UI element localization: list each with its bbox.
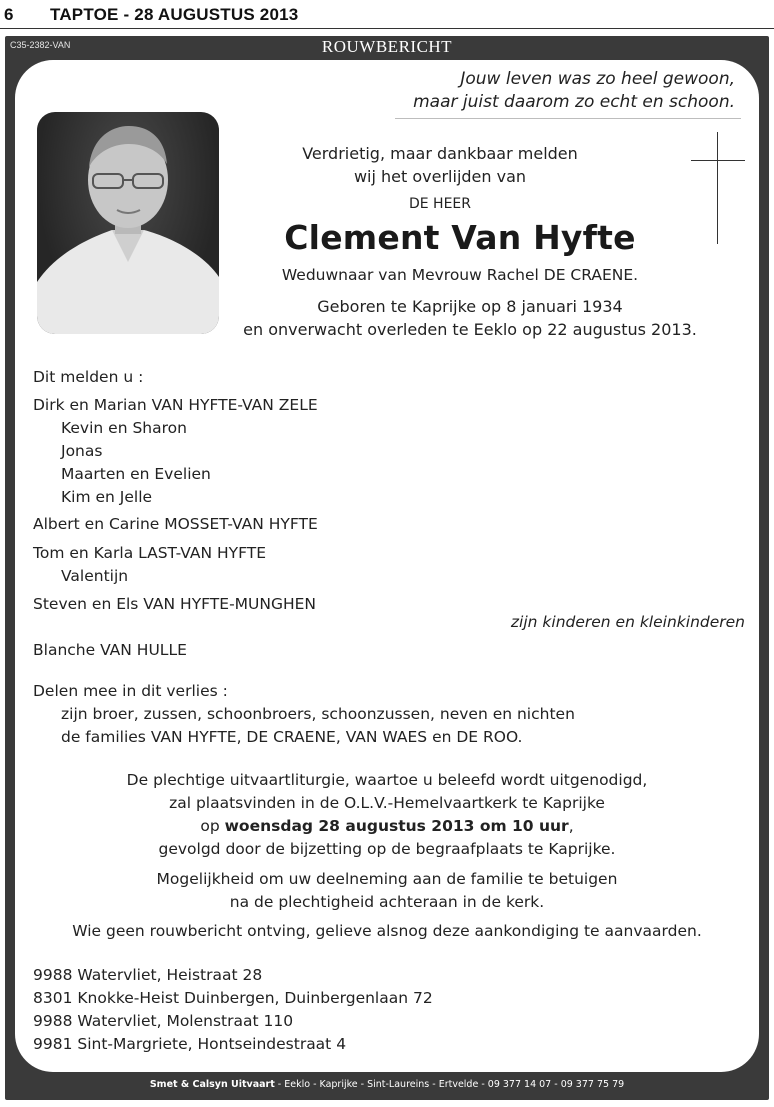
condolence-info <box>35 868 739 914</box>
ceremony-date-line <box>35 815 739 838</box>
intro-line: Verdrietig, maar dankbaar melden <box>302 144 578 163</box>
family-child: Kim en Jelle <box>61 488 153 506</box>
ad-code: C35-2382-VAN <box>10 40 71 50</box>
address-list <box>33 964 433 1056</box>
intro-text <box>285 142 595 188</box>
ceremony-line: zal plaatsvinden in de O.L.V.-Hemelvaartkerk te Kaprijke <box>169 794 605 812</box>
page-number: 6 <box>4 5 14 24</box>
deceased-name: Clement Van Hyfte <box>284 218 636 257</box>
family-child: Kevin en Sharon <box>61 419 187 437</box>
ceremony-date-prefix: op <box>200 817 225 835</box>
ceremony-line: De plechtige uitvaartliturgie, waartoe u beleefd wordt uitgenodigd, <box>126 771 648 789</box>
family-parent: Albert en Carine MOSSET-VAN HYFTE <box>33 515 318 533</box>
header-rule <box>0 28 774 29</box>
salutation: DE HEER <box>408 196 472 212</box>
announcers-label: Dit melden u : <box>33 368 144 386</box>
address-line: 8301 Knokke-Heist Duinbergen, Duinbergenlaan 72 <box>33 989 433 1007</box>
family-group-1 <box>33 394 318 509</box>
motto-line: Jouw leven was zo heel gewoon, <box>460 69 735 89</box>
ceremony-date-suffix: , <box>568 817 574 835</box>
motto-divider <box>395 118 741 119</box>
life-dates <box>235 295 705 341</box>
share-line: zijn broer, zussen, schoonbroers, schoonzussen, neven en nichten <box>61 705 575 723</box>
intro-line: wij het overlijden van <box>353 167 527 186</box>
family-child: Maarten en Evelien <box>61 465 211 483</box>
children-caption: zijn kinderen en kleinkinderen <box>510 613 745 631</box>
motto-line: maar juist daarom zo echt en schoon. <box>413 92 735 112</box>
family-parent: Tom en Karla LAST-VAN HYFTE <box>33 544 267 562</box>
cross-icon-horizontal <box>691 160 745 161</box>
no-card-note: Wie geen rouwbericht ontving, gelieve alsnog deze aankondiging te aanvaarden. <box>72 922 702 940</box>
funeral-home-footer <box>5 1079 769 1090</box>
ceremony-date: woensdag 28 augustus 2013 om 10 uur <box>224 817 569 835</box>
obituary-banner: ROUWBERICHT <box>321 37 453 56</box>
portrait-photo <box>37 112 219 334</box>
condolence-line: Mogelijkheid om uw deelneming aan de familie te betuigen <box>156 870 618 888</box>
ceremony-info <box>35 769 739 861</box>
partner-name: Blanche VAN HULLE <box>33 641 187 659</box>
family-child: Jonas <box>61 442 103 460</box>
share-line: de families VAN HYFTE, DE CRAENE, VAN WAES en DE ROO. <box>61 728 523 746</box>
widower-line: Weduwnaar van Mevrouw Rachel DE CRAENE. <box>281 266 639 284</box>
family-group-4 <box>33 593 316 616</box>
motto <box>413 68 735 114</box>
cross-icon-vertical <box>717 132 718 244</box>
address-line: 9988 Watervliet, Heistraat 28 <box>33 966 263 984</box>
funeral-home-details: - Eeklo - Kaprijke - Sint-Laureins - Ertvelde - 09 377 14 07 - 09 377 75 79 <box>274 1079 625 1090</box>
condolence-line: na de plechtigheid achteraan in de kerk. <box>229 893 545 911</box>
newspaper-title: TAPTOE - 28 AUGUSTUS 2013 <box>50 5 299 24</box>
birth-line: Geboren te Kaprijke op 8 januari 1934 <box>317 297 623 316</box>
portrait-silhouette <box>37 112 219 334</box>
ceremony-line: gevolgd door de bijzetting op de begraafplaats te Kaprijke. <box>158 840 616 858</box>
death-line: en onverwacht overleden te Eeklo op 22 augustus 2013. <box>243 320 697 339</box>
family-parent: Steven en Els VAN HYFTE-MUNGHEN <box>33 595 317 613</box>
page-header <box>0 0 774 30</box>
family-group-3 <box>33 542 266 588</box>
obituary-card <box>15 60 759 1072</box>
share-section <box>33 680 575 749</box>
family-child: Valentijn <box>61 567 129 585</box>
address-line: 9981 Sint-Margriete, Hontseindestraat 4 <box>33 1035 347 1053</box>
funeral-home-name: Smet & Calsyn Uitvaart <box>149 1079 275 1090</box>
share-label: Delen mee in dit verlies : <box>33 682 228 700</box>
family-group-2 <box>33 513 318 536</box>
family-parent: Dirk en Marian VAN HYFTE-VAN ZELE <box>33 396 318 414</box>
address-line: 9988 Watervliet, Molenstraat 110 <box>33 1012 294 1030</box>
obituary-frame <box>5 36 769 1100</box>
